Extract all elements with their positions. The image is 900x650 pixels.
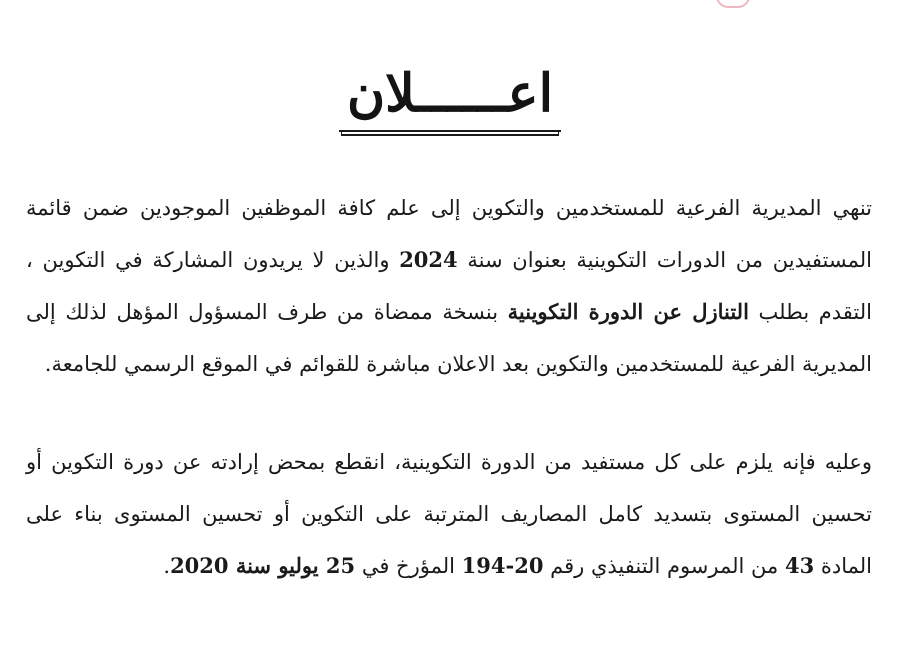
announcement-title: اعــــــلان	[339, 62, 561, 132]
p1-text-1: تنهي المديرية الفرعية للمستخدمين والتكوين إلى علم كافة الموظفين الموجودين ضمن قائمة المستفيدين من الدورات التكوينية بعنوان سنة	[26, 196, 872, 272]
p1-request-subject: التنازل عن الدورة التكوينية	[507, 299, 749, 324]
p2-text-4: .	[163, 554, 171, 578]
stamp-mark-fragment	[716, 0, 750, 8]
p2-article-number: 43	[784, 553, 815, 578]
title-container	[0, 62, 900, 132]
p2-decree-number: 20-194	[461, 553, 544, 578]
p2-text-2: من المرسوم التنفيذي رقم	[543, 554, 785, 578]
p2-text-3: المؤرخ في	[355, 554, 462, 578]
p1-text-3: بنسخة ممضاة من طرف المسؤول المؤهل لذلك إلى المديرية الفرعية للمستخدمين والتكوين بعد الاعلان مباشرة للقوائم في الموقع الرسمي للجامعة.	[26, 300, 872, 376]
p2-decree-date: 25 يوليو سنة 2020	[170, 553, 356, 578]
notice-paragraph-1	[26, 182, 872, 390]
notice-paragraph-2	[26, 436, 872, 592]
p1-year: 2024	[399, 247, 458, 272]
p1-text-2: والذين لا يريدون المشاركة في التكوين ، التقدم بطلب	[26, 248, 872, 324]
p2-text-1: وعليه فإنه يلزم على كل مستفيد من الدورة التكوينية، انقطع بمحض إرادته عن دورة التكوين أو تحسين المستوى بتسديد كامل المصاريف المترتبة على التكوين أو تحسين المستوى بناء على المادة	[26, 450, 872, 578]
